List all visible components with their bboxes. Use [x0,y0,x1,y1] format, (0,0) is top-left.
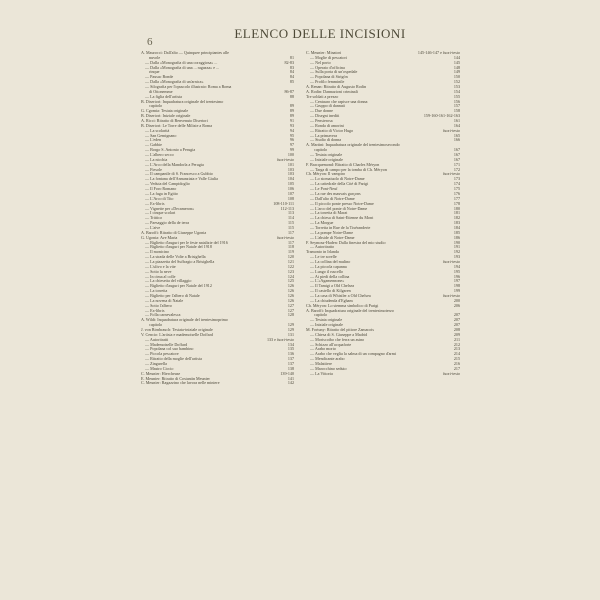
entry-page: 89 [289,109,294,114]
entry-title: — Paesaggio della de terra [145,221,190,226]
entry-page: 164 [453,123,460,128]
entry-title: — L'abside di Notre-Dame [310,235,355,240]
entry-title: — Zingarella [145,362,167,366]
entry-page: 82-83 [284,60,294,65]
entry-page: 117 [288,230,294,235]
entry-page: 207 [453,313,460,318]
entry-page: 84 [289,70,294,75]
entry-title: capitolo [149,323,163,328]
entry-page: 108-110-111 [273,201,294,206]
entry-page: 127 [287,303,294,308]
entry-page: 199 [453,289,460,294]
page-heading: ELENCO DELLE INCISIONI [234,26,406,41]
entry-title: — La novena di Natale [145,298,184,303]
entry-title: — Le Pont-Neuf [310,187,338,192]
entry-title: — Mastro Ciccio [145,366,174,371]
entry-page: 95 [289,133,294,138]
entry-page: 155 [453,94,460,99]
entry-title: C. Meunier: Hiercheuse [141,371,181,376]
entry-page: 200 [453,298,460,303]
entry-title: — Ex-libris [145,201,165,206]
entry-title: — La cattedrale della Cité di Parigi [310,182,369,187]
entry-title: — Malattiere [310,362,332,366]
entry-page: 150 [453,75,460,80]
entry-page: 107 [287,191,294,196]
entry-page: fuori-testo [442,371,460,376]
entry-title: — Dall'alto di Notre-Dame [310,196,355,201]
entry-title: — Trittico [145,216,163,221]
entry-title: — Iniziale originale [310,157,343,162]
entry-title: — Le tre sorelle [310,255,337,260]
entry-title: — Borgo S. Antonio a Perugia [145,148,196,153]
entry-title: — Mademoiselle Doffard [145,342,188,347]
entry-title: F. Bracquemond: Ritratto di Charles Méryon [306,162,380,167]
entry-title: — La rue des mauvais garçons [310,191,361,196]
entry-title: B. Disertori: Inquadratura originale del trentesimo [141,99,224,104]
entry-page: fuori-testo [276,157,294,162]
entry-page: 118 [288,245,294,250]
entry-title: — Lo stomaiuolo di Notre-Dame [310,177,365,182]
entry-title: — L'«Agamennone» [310,279,345,284]
entry-page: 157 [453,104,460,109]
entry-page: 126 [287,298,294,303]
entry-page: 93 [289,123,294,128]
entry-page: 122 [287,264,294,269]
entry-title: — Lungo il ruscello [310,269,344,274]
entry-page: 194 [453,264,460,269]
entry-title: — Torretta in Rue de la Tixéranderie [310,225,371,230]
entry-title: — I cinque scolari [145,211,176,216]
entry-title: — L'Arco di Tito [145,196,174,201]
entry-page: fuori-testo [442,259,460,264]
entry-title: — Moriscoibo che ferra un asino [310,337,365,342]
entry-page: 144 [453,55,460,60]
entry-title: — Profilo femminile [310,80,345,85]
entry-page: 119 [288,250,294,255]
entry-title: rinque [149,70,160,75]
entry-page: 100 [287,153,294,158]
entry-page: 181 [453,211,460,216]
entry-title: G. Ugonia: Ave Maria [141,235,178,240]
entry-page: 141 [287,376,294,381]
entry-title: — Autoritratto [310,245,335,250]
entry-page: 104 [287,177,294,182]
entry-title: — Mendicante arabo [310,357,345,362]
page-number: 6 [147,36,153,48]
entry-title: nuvole [149,55,161,60]
entry-title: — Ex-libris [145,308,165,313]
entry-title: — La strada delle Volte a Brisighella [145,255,206,260]
entry-title: A. Maurocci: Dall'alto — Quinquee principiantes alle [141,51,229,55]
entry-title: — La figlia dell'artista [145,94,182,99]
entry-title: Tre soldati a prezzo [306,94,339,99]
entry-title: — Moglie di pescatori [310,55,347,60]
entry-title: — Popolana di Strigòn [310,75,348,80]
entry-title: A. Renan: Ritratto di Augusto Rodin [306,85,367,90]
entry-page: 206 [453,303,460,308]
entry-page: 175 [453,187,460,192]
entry-title: E. Meunier: Ritratto di Costantin Meunier [141,376,210,381]
entry-title: — La Vittoria [310,371,333,376]
entry-page: 89 [289,104,294,109]
entry-title: A. Baroffi: Ritratto di Giuseppe Ugonia [141,230,207,235]
entry-page: 126 [287,289,294,294]
entry-title: F. Seymour-Haden: Dalla finestra del mio studio [306,240,386,245]
entry-page: 208 [453,327,460,332]
entry-title: — La chiudenda d'Egham [310,298,353,303]
entry-page: 214 [453,352,460,357]
entry-page: 183 [453,221,460,226]
entry-page: 153 [453,85,460,90]
entry-title: — Sulla porta di un'ospedale [310,70,358,75]
entry-page: 91 [289,119,294,124]
entry-title: — Fiesole [145,167,162,172]
entry-page: fuori-testo [442,128,460,133]
entry-page: 212 [453,342,460,347]
entry-title: J. von Birnbrauch: Testata-iniziale originale [141,327,213,332]
entry-title: — La fontana dell'Annunziata e Valle Giulia [145,177,218,182]
entry-title: — Dalla «Monografia di una coraggiosa» ... [145,60,218,65]
entry-page: 103 [287,167,294,172]
entry-title: A. Martini: Inquadratura originale del trentesimosecondo [306,143,400,148]
entry-page: 180 [453,206,460,211]
entry-title: — La nicchia [145,157,168,162]
entry-page: 166 [453,138,460,143]
entry-page: 178 [453,201,460,206]
entry-title: — Biglietto d'auguri per le feste natalizie del 1916 [145,240,228,245]
entry-page: fuori-testo [442,293,460,298]
entry-title: B. Disertori: Le Torre delle Milizie a Roma [141,123,213,128]
entry-page: 149 [453,70,460,75]
entry-page: 134 [287,342,294,347]
entry-page: 172 [453,167,460,172]
entry-page: 176 [453,191,460,196]
entry-page: 101 [287,162,294,167]
entry-page: 96 [289,138,294,143]
entry-title: — Marocchino seduto [310,366,347,371]
entry-page: 197 [453,279,460,284]
entry-page: 128 [287,313,294,318]
entry-title: V. Cencio: L'artista e mademoiselle Doffard [141,332,213,337]
entry-title: — Gruppo di dannati [310,104,345,109]
entry-page: 125 [287,279,294,284]
entry-page: 148 [453,65,460,70]
entry-title: A. Rodin: Dannazioni criminali [306,89,358,94]
entry-title: — La fuga in Egitto [145,191,178,196]
entry-page: 108 [287,196,294,201]
entry-title: — Chiesa di S. Giuseppe a Madrid [310,332,368,337]
entry-title: — Testata originale [310,318,343,323]
entry-page: 215 [453,357,460,362]
entry-page: 127 [287,308,294,313]
entry-title: — Biglietto d'auguri per Natale del 1912 [145,284,212,289]
entry-title: — La chiesetta del villaggio [145,279,192,284]
entry-page: 190 [453,240,460,245]
entry-page: 196 [453,274,460,279]
entry-page: 112-113 [280,206,294,211]
entry-page: 167 [453,148,460,153]
entry-title: — Nel porto [310,60,331,65]
entry-title: — Ronda di amorini [310,123,344,128]
entry-page: 193 [453,255,460,260]
entry-title: — Ritratto della moglie dell'artista [145,357,202,362]
entry-page: 83 [289,65,294,70]
entry-page: 106 [287,187,294,192]
entry-title: — In cima al colle [145,274,176,279]
entry-page: 152 [453,80,460,85]
entry-page: 97 [289,143,294,148]
entry-title: — Biglietto per l'albero di Natale [145,293,200,298]
entry-page: 192 [453,250,460,255]
entry-title: — Dalla «Monografia di una ... ragazza» e ... [145,65,220,70]
entry-page: 191 [453,245,460,250]
entry-page: 177 [453,196,460,201]
entry-title: — L'eden [145,138,162,143]
entry-page: 89 [289,114,294,119]
entry-page: 173 [453,177,460,182]
entry-page: 145 [453,60,460,65]
entry-title: Ch. Méryon: Il vampiro [306,172,346,177]
entry-title: — Sotto la neve [145,269,172,274]
entry-page: 145-146-147 e fuori-testo [417,51,460,55]
entry-title: — Silografia per l'opuscolo illustrato: Roma a Roma [145,85,232,90]
entry-title: — Operaio d'officina [310,65,345,70]
entry-title: — La torretta di Marat [310,211,348,216]
entry-title: capitolo [314,148,328,153]
entry-page: 117 [288,240,294,245]
entry-title: — La primavera [310,133,338,138]
entry-page: 94 [289,128,294,133]
entry-title: M. Fortuny: Ritratto del pittore Zamacois [306,327,374,332]
entry-title: — La piccola capanna [310,264,347,269]
entry-page: fuori-testo [442,172,460,177]
entry-page: 161 [453,119,460,124]
entry-title: — Iniziale originale [310,323,343,328]
entry-title: — Ai piedi della collina [310,274,350,279]
entry-title: — L'arco del ponte di Notre-Dame [310,206,368,211]
entry-page: 124 [287,274,294,279]
entry-page: 174 [453,182,460,187]
entry-title: — San Gemignano [145,133,177,138]
entry-title: — L'ulivo e la vite [145,264,176,269]
entry-title: — Centauro che rapisce una donna [310,99,368,104]
entry-title: — L'aive [145,225,161,230]
entry-title: — Autoritratti [145,337,169,342]
entry-page: 185 [453,230,460,235]
entry-title: — Ritratto di Victor Hugo [310,128,354,133]
entry-page: 129 [287,323,294,328]
entry-title: A. Ricci: Ritratto di Benvenuto Disertori [141,119,208,124]
entry-title: — Veduta del Campidoglio [145,182,190,187]
entry-title: — Pausac Bonde [145,75,174,80]
entry-title: G. Cgomia: Testata originale [141,109,189,114]
entry-title: C. Meunier: Minatori [306,51,342,55]
entry-title: — Il castello di Kilgaren [310,289,351,294]
entry-title: — L'Arco della Mandorla a Perugia [145,162,204,167]
entry-page: 123 [287,269,294,274]
entry-title: — Biglietto d'auguri per Natale del 1918 [145,245,212,250]
entry-page: 217 [453,366,460,371]
entry-page: 105 [287,182,294,187]
entry-title: — La torretta [145,289,168,294]
entry-page: 103 [287,172,294,177]
entry-page: 154 [453,89,460,94]
entry-title: — Il monicino [145,250,170,255]
entry-title: — Disegni inediti [310,114,340,119]
entry-title: — Il Tamigi a Old Chelsea [310,284,355,289]
index-column-left [141,51,294,386]
entry-title: — Arabo che veglia la salma di un compagno d'armi [310,352,397,357]
entry-page: 113 [288,211,294,216]
entry-title: — La scolarità [145,128,170,133]
entry-title: — Folla carnevalesca [145,313,181,318]
entry-page: 158 [453,109,460,114]
entry-page: 137 [287,357,294,362]
entry-title: di Ottonemme [149,89,173,94]
entry-page: 209 [453,332,460,337]
entry-title: — Schizzo all'acquaforte [310,342,352,347]
entry-title: — La piazzetta del Suffragio a Brisighella [145,259,215,264]
entry-title: C. Meunier: Ragazzino che lavora nelle miniere [141,381,220,386]
entry-page: 159-160-161-162-163 [423,114,460,119]
entry-title: — Popolana col suo bambino [145,347,194,352]
entry-page: 85 [289,80,294,85]
entry-title: capitolo [149,104,163,109]
entry-page: 207 [453,323,460,328]
entry-title: — Studio di donna [310,138,342,143]
entry-page: 137 [287,362,294,366]
entry-title: — Gabbie [145,143,162,148]
entry-page: 182 [453,216,460,221]
entry-title: — Il Foro Romano [145,187,177,192]
entry-page: 115 [288,225,294,230]
entry-page: 198 [453,284,460,289]
entry-page: 167 [453,153,460,158]
entry-title: — La Morgue [310,221,334,226]
entry-page: 139-140 [280,371,294,376]
entry-page: 88 [289,94,294,99]
entry-title: — Pensierosa [310,119,333,124]
entry-page: 207 [453,318,460,323]
entry-title: — Arabo morto [310,347,336,352]
entry-page: 165 [453,133,460,138]
entry-page: 86-87 [284,89,294,94]
entry-title: A. Wildt: Inquadratura originale del trentesimoprimo [141,318,228,323]
entry-title: — L'albero secco [145,153,174,158]
entry-page: 120 [287,255,294,260]
entry-page: 156 [453,99,460,104]
entry-page: 129 [287,327,294,332]
entry-page: 136 [287,352,294,357]
entry-page: 84 [289,75,294,80]
entry-title: — La casa di Whistler a Old Chelsea [310,293,371,298]
entry-page: 213 [453,347,460,352]
entry-title: — La collina del mulino [310,259,351,264]
entry-title: — Due donne [310,109,333,114]
entry-page: 126 [287,284,294,289]
entry-page: 184 [453,225,460,230]
entry-title: — Targa di campo per la tomba di Ch. Méryon [310,167,387,172]
entry-title: — Dalla «Monografia di un'arnica» [145,80,204,85]
entry-page: fuori-testo [276,235,294,240]
entry-page: 142 [287,381,294,386]
entry-page: 115 [288,221,294,226]
index-entry [306,372,460,377]
entry-title: B. Disertori: Iniziale originale [141,114,191,119]
entry-page: 186 [453,235,460,240]
index-entry [141,381,294,386]
entry-page: 126 [287,293,294,298]
entry-title: A. Baroffi: Inquadratura originale del trentesimoterzo [306,308,394,313]
entry-page: 121 [287,259,294,264]
entry-page: 171 [453,162,460,167]
entry-title: capitolo [314,313,328,318]
entry-title: Ch. Méryon: Lo stemma simbolico di Parigi [306,303,379,308]
entry-title: — La pompe Notre-Dame [310,230,354,235]
entry-title: — Sotto l'albero [145,303,172,308]
entry-title: — La chiesa di Saint-Étienne du Mont [310,216,374,221]
entry-page: 133 e fuori-testo [266,337,294,342]
entry-page: 131 [287,332,294,337]
entry-page: 167 [453,157,460,162]
entry-page: 216 [453,362,460,366]
entry-page: 99 [289,148,294,153]
entry-title: — Testata originale [310,153,343,158]
entry-title: — Piccola pescatore [145,352,179,357]
entry-page: 195 [453,269,460,274]
entry-title: — Il campanile di S. Francesco a Gubbio [145,172,213,177]
entry-title: — Il piccolo ponte presso Notre-Dame [310,201,374,206]
entry-page: 211 [454,337,460,342]
entry-title: Tramonto in Irlanda [306,250,339,255]
entry-page: 138 [287,366,294,371]
index-column-right [306,51,460,377]
entry-page: 81 [289,55,294,60]
entry-title: — Vignette per «Decameron» [145,206,195,211]
entry-page: 135 [287,347,294,352]
entry-page: 114 [288,216,294,221]
